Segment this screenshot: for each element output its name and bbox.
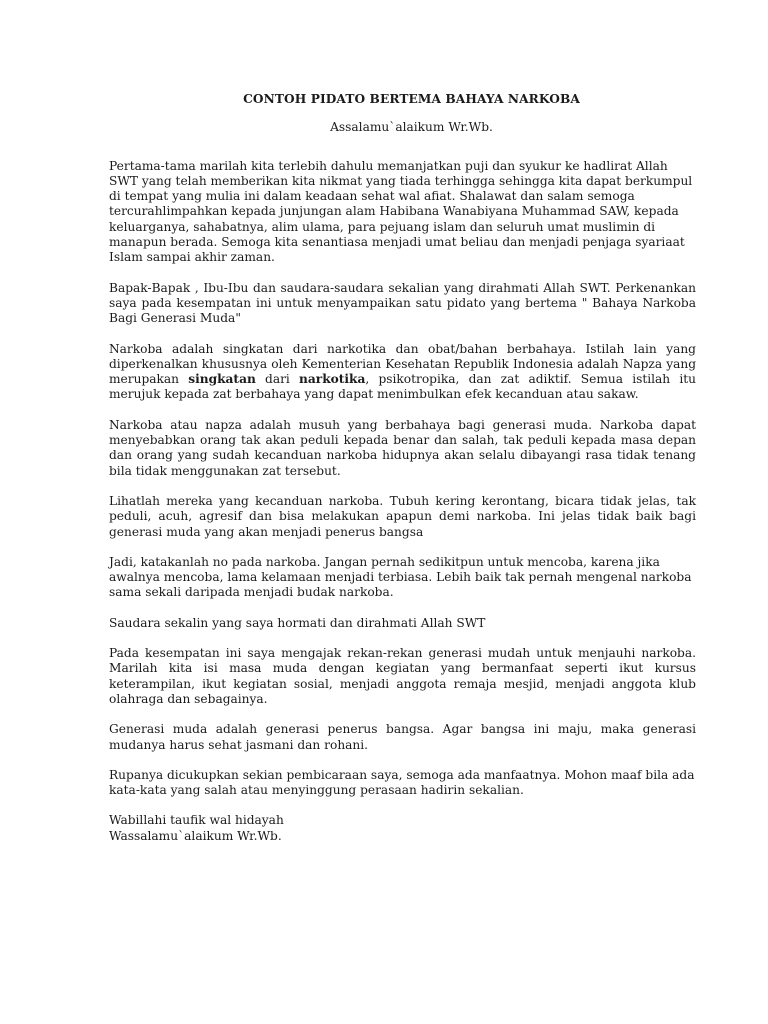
paragraph-definition — [109, 342, 696, 403]
definition-connector: dari — [255, 372, 300, 387]
opening-greeting: Assalamu`alaikum Wr.Wb. — [330, 120, 493, 135]
paragraph-invitation: Pada kesempatan ini saya mengajak rekan-rekan generasi mudah untuk menjauhi narkoba. Marilah kita isi masa muda dengan kegiatan yang bermanfaat seperti ikut kursus keterampilan, ikut kegiatan sosial, menjadi anggota remaja mesjid, menjadi anggota klub olahraga dan sebagainya. — [109, 646, 696, 706]
document-title: CONTOH PIDATO BERTEMA BAHAYA NARKOBA — [243, 92, 580, 106]
paragraph-say-no: Jadi, katakanlah no pada narkoba. Jangan pernah sedikitpun untuk mencoba, karena jika awalnya mencoba, lama kelamaan menjadi terbiasa. Lebih baik tak pernah mengenal narkoba sama sekali daripada menjadi budak narkoba. — [109, 554, 692, 600]
bold-term-singkatan: singkatan — [188, 372, 256, 387]
paragraph-opening: Pertama-tama marilah kita terlebih dahulu memanjatkan puji dan syukur ke hadlirat Allah SWT yang telah memberikan kita nikmat yang tiada terhingga sehingga kita dapat berkumpul di tempat yang mulia ini dalam keadaan sehat wal afiat. Shalawat dan salam semoga tercurahlimpahkan kepada junjungan alam Habibana Wanabiyana Muhammad SAW, kepada keluarganya, sahabatnya, alim ulama, para pejuang islam dan seluruh umat muslimin di manapun berada. Semoga kita senantiasa menjadi umat beliau dan menjadi penjaga syariaat Islam sampai akhir zaman. — [109, 158, 693, 265]
closing-line-2: Wassalamu`alaikum Wr.Wb. — [109, 828, 282, 843]
paragraph-effects: Lihatlah mereka yang kecanduan narkoba. Tubuh kering kerontang, bicara tidak jelas, tak peduli, acuh, agresif dan bisa melakukan apapun demi narkoba. Ini jelas tidak baik bagi generasi muda yang akan menjadi penerus bangsa — [109, 493, 696, 539]
bold-term-narkotika: narkotika — [299, 372, 366, 387]
closing-line-1: Wabillahi taufik wal hidayah — [109, 813, 284, 828]
definition-text: Narkoba adalah singkatan dari narkotika dan obat/bahan berbahaya. Istilah lain yang diperkenalkan khususnya oleh Kementerian Kesehatan Republik Indonesia adalah Napza yang merupakan — [109, 341, 696, 387]
paragraph-introduction: Bapak-Bapak , Ibu-Ibu dan saudara-saudara sekalian yang dirahmati Allah SWT. Perkenankan saya pada kesempatan ini untuk menyampaikan satu pidato yang bertema " Bahaya Narkoba Bagi Generasi Muda" — [109, 280, 696, 326]
paragraph-danger: Narkoba atau napza adalah musuh yang berbahaya bagi generasi muda. Narkoba dapat menyebabkan orang tak akan peduli kepada benar dan salah, tak peduli kepada masa depan dan orang yang sudah kecanduan narkoba hidupnya akan selalu dibayangi rasa tidak tenang bila tidak menggunakan zat tersebut. — [109, 417, 696, 478]
paragraph-apology: Rupanya dicukupkan sekian pembicaraan saya, semoga ada manfaatnya. Mohon maaf bila ada kata-kata yang salah atau menyinggung perasaan hadirin sekalian. — [109, 767, 695, 798]
paragraph-address: Saudara sekalin yang saya hormati dan dirahmati Allah SWT — [109, 615, 486, 630]
definition-rest: , psikotropika, dan zat adiktif. Semua istilah itu merujuk kepada zat berbahaya yang dapat menimbulkan efek kecanduan atau sakaw. — [109, 372, 696, 402]
paragraph-generation: Generasi muda adalah generasi penerus bangsa. Agar bangsa ini maju, maka generasi mudanya harus sehat jasmani dan rohani. — [109, 722, 696, 752]
